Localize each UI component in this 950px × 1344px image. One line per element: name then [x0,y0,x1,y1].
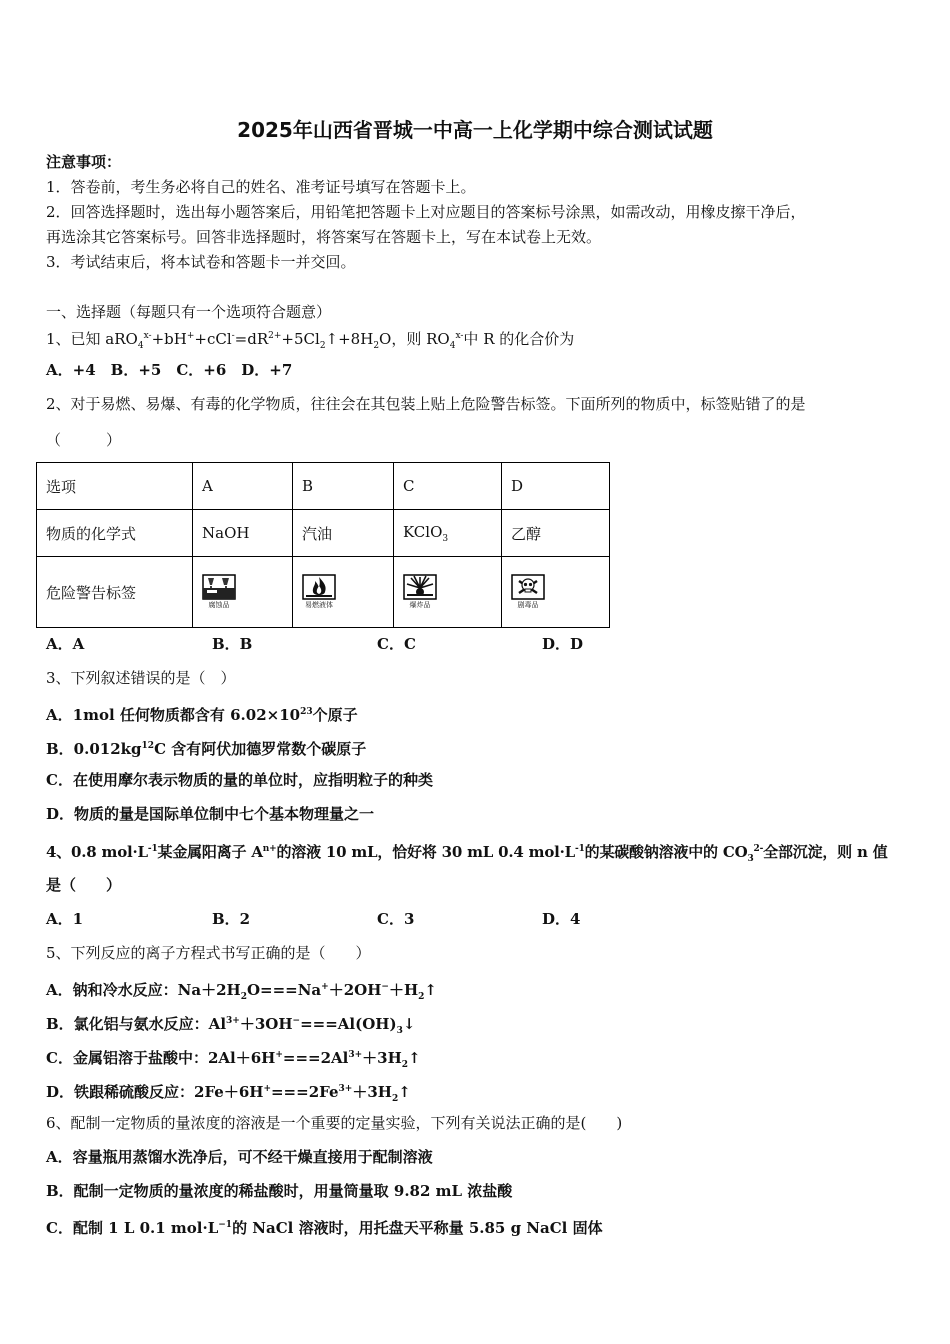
question-1-stem: 1、已知 $aRO_4^{x-}+bH^++cCl^-=dR^{2+}+5Cl_2↑+8H_2O$，则 $RO_4^{x-}$中 R 的化合价为 [46,330,575,351]
question-5-option-d: D．铁跟稀硫酸反应：$2Fe+6H^+===2Fe^{3+}+3H_2↑$ [46,1083,411,1104]
question-5-option-c: C．金属铝溶于盐酸中：$2Al+6H^+===2Al^{3+}+3H_2↑$ [46,1049,421,1070]
flame-icon [302,574,336,600]
table-row [37,557,610,628]
table-cell: 汽油 [293,510,394,557]
notice-heading: 注意事项： [46,153,122,171]
table-cell: 危险警告标签 [37,557,193,628]
question-5-option-a: A．钠和冷水反应：$Na+2H_2O===Na^++2OH^-+H_2↑$ [46,981,437,1002]
table-cell [502,557,610,628]
question-6-stem: 6、配制一定物质的量浓度的溶液是一个重要的定量实验，下列有关说法正确的是( ) [46,1114,623,1132]
question-3-option-c: C．在使用摩尔表示物质的量的单位时，应指明粒子的种类 [46,771,433,789]
table-cell [193,557,293,628]
table-cell [394,557,502,628]
question-5-stem: 5、下列反应的离子方程式书写正确的是（ ） [46,944,371,962]
table-cell: 乙醇 [502,510,610,557]
explosion-icon [403,574,437,600]
table-cell: 物质的化学式 [37,510,193,557]
question-6-option-a: A．容量瓶用蒸馏水洗净后，可不经干燥直接用于配制溶液 [46,1148,433,1166]
corrosive-label: 腐蚀品 [202,574,236,610]
notice-item-2-cont: 再选涂其它答案标号。回答非选择题时，将答案写在答题卡上，写在本试卷上无效。 [46,228,602,246]
flammable-label: 易燃液体 [302,574,336,610]
question-3-option-a: A．1mol 任何物质都含有 $6.02\times 10^{23}$个原子 [46,706,358,724]
notice-item-3: 3．考试结束后，将本试卷和答题卡一并交回。 [46,253,356,271]
section-heading: 一、选择题（每题只有一个选项符合题意） [46,303,332,321]
question-4-option-a: A．1 [46,910,84,928]
question-5-option-b: B．氯化铝与氨水反应：$Al^{3+}+3OH^-===Al(OH)_3↓$ [46,1015,416,1036]
question-2-option-d: D．D [542,635,584,653]
toxic-label: 剧毒品 [511,574,545,610]
table-cell: 选项 [37,463,193,510]
page-title: 2025年山西省晋城一中高一上化学期中综合测试试题 [237,118,713,142]
table-cell: A [193,463,293,510]
table-cell: NaOH [193,510,293,557]
table-cell: D [502,463,610,510]
table-row [37,463,610,510]
table-cell [293,557,394,628]
question-4-option-b: B．2 [212,910,251,928]
question-3-option-d: D．物质的量是国际单位制中七个基本物理量之一 [46,805,375,823]
question-2-option-c: C．C [377,635,416,653]
explosive-label: 爆炸品 [403,574,437,610]
question-3-stem: 3、下列叙述错误的是（ ） [46,669,236,687]
table-cell: C [394,463,502,510]
table-row [37,510,610,557]
question-6-option-b: B．配制一定物质的量浓度的稀盐酸时，用量筒量取 9.82 mL 浓盐酸 [46,1182,513,1200]
table-cell: KClO$_3$ [394,510,502,557]
question-2-stem: 2、对于易燃、易爆、有毒的化学物质，往往会在其包装上贴上危险警告标签。下面所列的物质中，标签贴错了的是 [46,395,806,413]
table-cell: B [293,463,394,510]
question-2-paren: （ ） [46,431,122,449]
question-4-stem-cont: 是（ ） [46,876,122,894]
question-4-option-c: C．3 [377,910,415,928]
notice-item-1: 1．答卷前，考生务必将自己的姓名、准考证号填写在答题卡上。 [46,178,476,196]
question-6-option-c: C．配制 1 L 0.1 $mol\cdot L^{-1}$的 NaCl 溶液时，用托盘天平称量 5.85 g NaCl 固体 [46,1219,603,1237]
hazard-label-table [36,462,610,628]
question-3-option-b: B．$0.012kg^{12}C$ 含有阿伏加德罗常数个碳原子 [46,740,367,758]
question-4-option-d: D．4 [542,910,581,928]
skull-icon [511,574,545,600]
question-4-stem: 4、0.8 $mol\cdot L^{-1}$某金属阳离子 $A^{n+}$的溶液 10 mL，恰好将 30 mL 0.4 $mol\cdot L^{-1}$的某碳酸钠溶液中的 $CO_3^{2-}$全部沉淀，则 n 值 [46,843,888,864]
question-1-options: A．+4 B．+5 C．+6 D．+7 [46,361,293,379]
question-2-option-a: A．A [46,635,85,653]
question-2-option-b: B．B [212,635,253,653]
corrosive-icon [202,574,236,600]
notice-item-2: 2．回答选择题时，选出每小题答案后，用铅笔把答题卡上对应题目的答案标号涂黑，如需改动，用橡皮擦干净后， [46,203,806,221]
